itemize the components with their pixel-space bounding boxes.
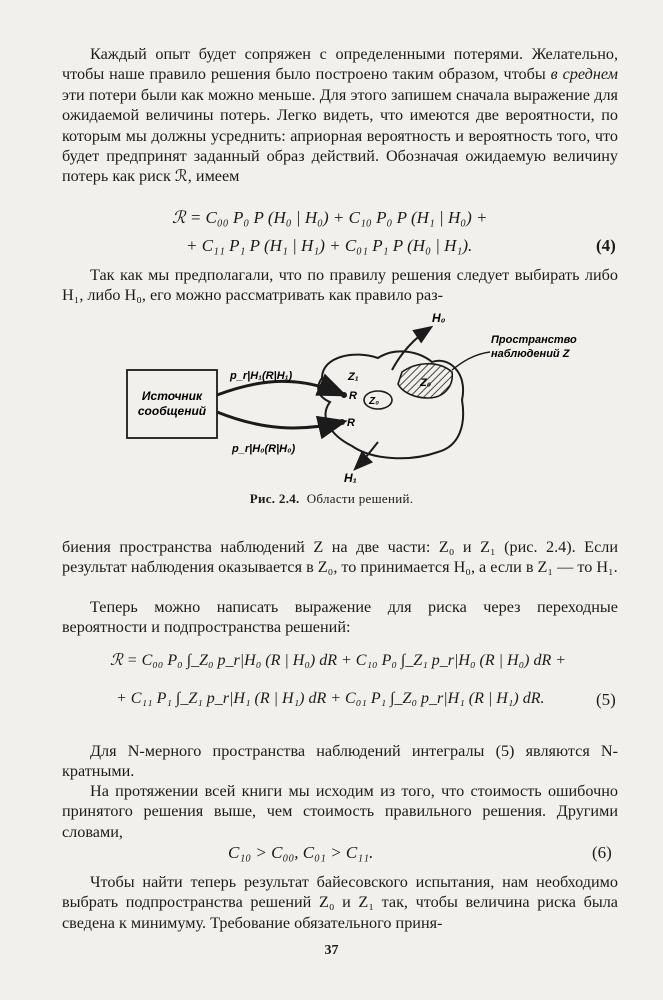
space-label-line-1: Пространство <box>491 334 577 346</box>
lower-transition-arrow <box>217 412 342 428</box>
paragraph-bayes-test: Чтобы найти теперь результат байесовского испытания, нам необходимо выбрать подпространства решений Z₀ и Z₁ так, чтобы величина риска была сведена к минимуму. Требование обязательного приня- <box>62 873 618 932</box>
source-label-line-1: Источник <box>141 389 203 403</box>
space-label-pointer <box>452 352 490 370</box>
h1-label: H₁ <box>344 471 357 485</box>
caption-number: Рис. 2.4. <box>249 491 300 506</box>
equation-6-number: (6) <box>592 843 612 862</box>
region-z0-label: Z₀ <box>420 377 432 389</box>
figure-caption <box>0 491 663 507</box>
upper-transition-arrow <box>217 381 342 395</box>
equation-4-line-1: ℛ = C₀₀ P₀ P (H₀ | H₀) + C₁₀ P₀ P (H₁ | H₀) + <box>172 208 488 227</box>
emphasis-on-average: в среднем <box>550 65 619 84</box>
equation-5-line-2: + C₁₁ P₁ ∫_Z₁ p_r|H₁ (R | H₁) dR + C₀₁ P₁ ∫_Z₀ p_r|H₁ (R | H₁) dR. <box>116 690 545 707</box>
equation-5-line-1: ℛ = C₀₀ P₀ ∫_Z₀ p_r|H₀ (R | H₀) dR + C₁₀ P₀ ∫_Z₁ p_r|H₀ (R | H₀) dR + <box>110 652 567 669</box>
equation-6: C₁₀ > C₀₀, C₀₁ > C₁₁. <box>228 843 374 862</box>
paragraph-decision-rule: Так как мы предполагали, что по правилу решения следует выбирать либо H₁, либо H₀, его можно рассматривать как правило раз- <box>62 266 618 305</box>
caption-text: Области решений. <box>306 491 414 506</box>
paragraph-n-dimensional: Для N-мерного пространства наблюдений интегралы (5) являются N-кратными. <box>62 742 618 781</box>
observation-r-upper: R <box>349 390 357 402</box>
figure-decision-regions <box>0 300 663 495</box>
paragraph-partition: биения пространства наблюдений Z на две части: Z₀ и Z₁ (рис. 2.4). Если результат наблюдения оказывается в Z₀, то принимается H₀, а если в Z₁ — то H₁. <box>62 538 618 577</box>
space-label-line-2: наблюдений Z <box>491 348 570 360</box>
equation-4-number: (4) <box>596 236 616 255</box>
region-z1-label: Z₁ <box>348 371 359 383</box>
equation-5-number: (5) <box>596 690 616 709</box>
paragraph-risk-transition: Теперь можно написать выражение для риска через переходные вероятности и подпространства решений: <box>62 598 618 637</box>
region-z0-small-label: Z₀ <box>369 396 380 407</box>
paragraph-cost-assumption: На протяжении всей книги мы исходим из того, что стоимость ошибочно принятого решения выше, чем стоимость правильного решения. Другими словами, <box>62 782 618 841</box>
page-number: 37 <box>324 943 339 958</box>
observation-point-upper <box>341 392 347 398</box>
upper-arrow-label: p_r|H₁(R|H₁) <box>230 370 293 382</box>
paragraph-risk-intro: Каждый опыт будет сопряжен с определенными потерями. Желательно, чтобы наше правило решения было построено таким образом, чтобы в среднем эти потери были как можно меньше. Для этого запишем сначала выражение для ожидаемой величины потерь. Легко видеть, что имеются две вероятности, по которым мы должны усреднить: априорная вероятность и вероятность того, что будет предпринят заданный образ действий. Обозначая ожидаемую величину потерь как риск ℛ, имеем <box>62 45 619 186</box>
lower-arrow-label: p_r|H₀(R|H₀) <box>232 443 296 455</box>
observation-r-lower: R <box>347 417 355 429</box>
source-label-line-2: сообщений <box>137 404 207 418</box>
h0-label: H₀ <box>432 311 446 325</box>
equation-4-line-2: + C₁₁ P₁ P (H₁ | H₁) + C₀₁ P₁ P (H₀ | H₁). <box>186 236 473 255</box>
observation-point-lower <box>339 419 345 425</box>
